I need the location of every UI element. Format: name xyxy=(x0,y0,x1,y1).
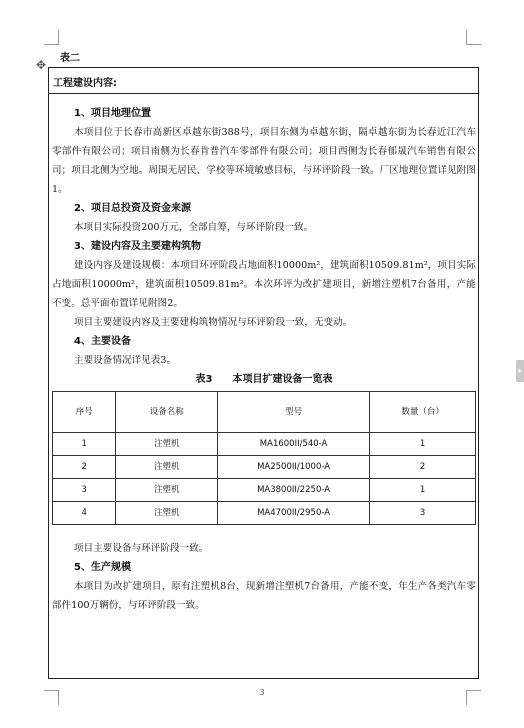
table-row xyxy=(53,456,476,479)
paragraph-construction-status: 项目主要建设内容及主要建构筑物情况与环评阶段一致，无变动。 xyxy=(74,317,353,328)
cell-index: 2 xyxy=(53,456,116,479)
cell-model: MA1600II/540-A xyxy=(217,433,369,456)
cell-model: MA2500II/1000-A xyxy=(217,456,369,479)
frame-header[interactable]: 工程建设内容: xyxy=(48,67,479,94)
section-title-location: 1、项目地理位置 xyxy=(74,108,151,119)
cell-device-name: 注塑机 xyxy=(116,433,218,456)
cell-quantity: 3 xyxy=(370,502,476,525)
table-row xyxy=(53,502,476,525)
cell-quantity: 2 xyxy=(370,456,476,479)
paragraph-investment: 本项目实际投资200万元，全部自筹，与环评阶段一致。 xyxy=(74,222,314,233)
header-index: 序号 xyxy=(53,392,116,433)
crop-mark-top-right xyxy=(466,30,481,45)
paragraph-equipment-ref: 主要设备情况详见表3。 xyxy=(74,355,177,366)
table-row xyxy=(53,433,476,456)
paragraph-construction-scale: 建设内容及建设规模：本项目环评阶段占地面积10000m²，建筑面积10509.81m²，项目实际占地面积10000m²，建筑面积10509.81m²。本次环评为改扩建项目，新增注塑机7台备用，产能不变。总平面布置详见附图2。 xyxy=(52,260,476,309)
paragraph-production: 本项目为改扩建项目，原有注塑机8台，现新增注塑机7台备用，产能不变，年生产各类汽车零部件100万辆份，与环评阶段一致。 xyxy=(52,581,476,611)
cell-model: MA4700II/2950-A xyxy=(217,502,369,525)
section-title-production: 5、生产规模 xyxy=(74,562,131,573)
paragraph-equipment-status: 项目主要设备与环评阶段一致。 xyxy=(74,543,209,554)
table-spacer xyxy=(52,525,476,539)
page-number: 3 xyxy=(259,688,265,697)
cell-index: 4 xyxy=(53,502,116,525)
expand-arrow-icon[interactable]: ▸ xyxy=(516,360,524,382)
table-header-row xyxy=(53,392,476,433)
cell-device-name: 注塑机 xyxy=(116,502,218,525)
table-move-handle-icon[interactable]: ✥ xyxy=(35,58,47,72)
table-row xyxy=(53,479,476,502)
header-device-name: 设备名称 xyxy=(116,392,218,433)
cell-device-name: 注塑机 xyxy=(116,456,218,479)
section-title-investment: 2、项目总投资及资金来源 xyxy=(74,203,191,214)
cell-quantity: 1 xyxy=(370,433,476,456)
cell-model: MA3800II/2250-A xyxy=(217,479,369,502)
cell-quantity: 1 xyxy=(370,479,476,502)
paragraph-location: 本项目位于长春市高新区卓越东街388号，项目东侧为卓越东街，隔卓越东街为长春近江汽车零部件有限公司；项目南侧为长春肯普汽车零部件有限公司；项目西侧为长春郁晟汽车销售有限公司；项目北侧为空地。周围无居民、学校等环境敏感目标，与环评阶段一致。厂区地理位置详见附图1。 xyxy=(52,127,476,195)
equipment-table-caption: 表3 本项目扩建设备一览表 xyxy=(195,374,333,385)
cell-index: 3 xyxy=(53,479,116,502)
header-quantity: 数量（台） xyxy=(370,392,476,433)
equipment-table[interactable] xyxy=(52,391,476,525)
section-title-equipment: 4、主要设备 xyxy=(74,336,131,347)
cell-device-name: 注塑机 xyxy=(116,479,218,502)
cell-index: 1 xyxy=(53,433,116,456)
header-model: 型号 xyxy=(217,392,369,433)
table-label: 表二 xyxy=(60,53,80,64)
content-body[interactable] xyxy=(52,104,476,615)
crop-mark-top-left xyxy=(44,30,59,45)
section-title-construction: 3、建设内容及主要建构筑物 xyxy=(74,241,201,252)
